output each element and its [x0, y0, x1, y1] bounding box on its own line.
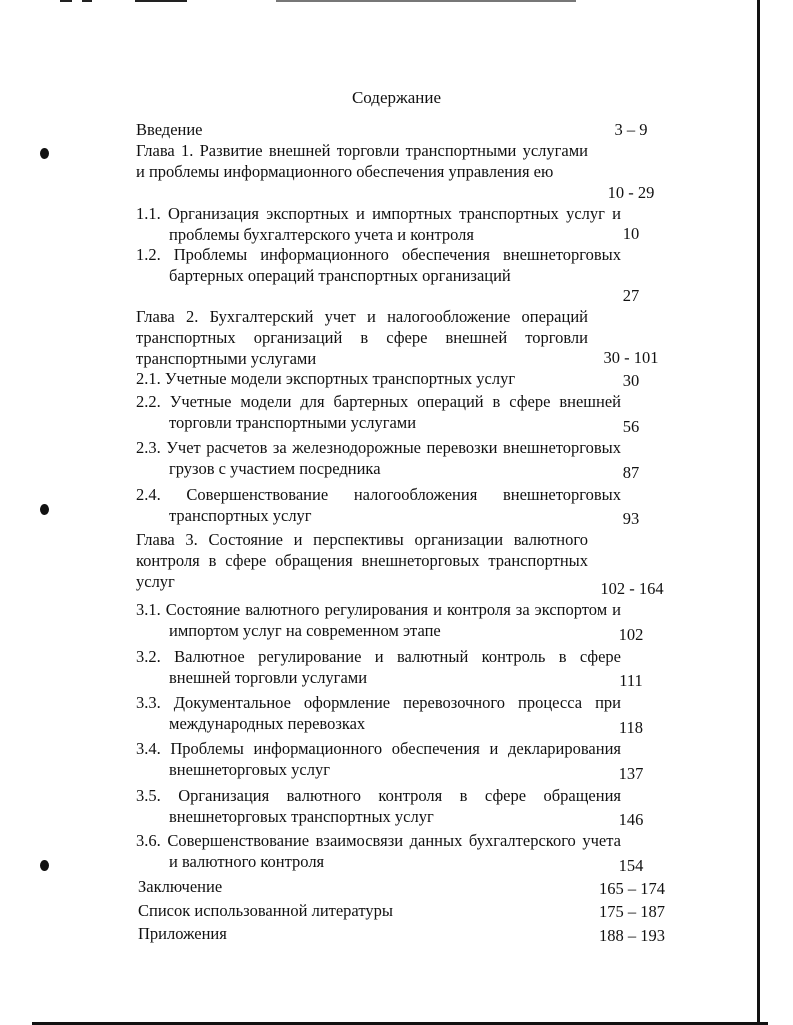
scan-artifact-top: [60, 0, 580, 2]
toc-entry-label: 2.4. Совершенствование налогообложения внешнеторговых транспортных услуг: [136, 485, 621, 525]
toc-entry-pages: 30: [622, 371, 640, 390]
toc-entry-label: 3.3. Документальное оформление перевозочного процесса при международных перевозках: [136, 693, 621, 733]
toc-entry-label: Глава 1. Развитие внешней торговли транспортными услугами и проблемы информационного обеспечения управления ею: [136, 141, 588, 181]
toc-entry-pages: 10: [622, 224, 640, 243]
toc-entry-label: Список использованной литературы: [138, 901, 393, 920]
toc-entry-pages: 27: [622, 286, 640, 305]
toc-entry-pages: 154: [618, 856, 644, 875]
toc-entry-label: 1.1. Организация экспортных и импортных транспортных услуг и проблемы бухгалтерского учета и контроля: [136, 204, 621, 244]
toc-entry-label: Заключение: [138, 877, 223, 896]
toc-entry-pages: 87: [622, 463, 640, 482]
punch-hole-mark: [40, 148, 49, 159]
scan-border-right: [757, 0, 760, 1025]
toc-entry-pages: 165 – 174: [599, 879, 665, 898]
toc-entry-pages: 102 - 164: [600, 579, 664, 598]
punch-hole-mark: [40, 504, 49, 515]
toc-entry-label: 3.4. Проблемы информационного обеспечения и декларирования внешнеторговых услуг: [136, 739, 621, 779]
toc-entry-pages: 175 – 187: [599, 902, 665, 921]
toc-entry-pages: 93: [622, 509, 640, 528]
toc-entry-label: 2.3. Учет расчетов за железнодорожные перевозки внешнеторговых грузов с участием посредника: [136, 438, 621, 478]
toc-entry-pages: 188 – 193: [599, 926, 665, 945]
toc-entry-label: Глава 2. Бухгалтерский учет и налогообложение операций транспортных организаций в сфере внешней торговли транспортными услугами: [136, 307, 588, 368]
toc-entry-pages: 102: [618, 625, 644, 644]
toc-entry-label: 3.1. Состояние валютного регулирования и контроля за экспортом и импортом услуг на современном этапе: [136, 600, 621, 640]
page-title: Содержание: [351, 88, 442, 107]
toc-entry-pages: 10 - 29: [607, 183, 655, 202]
toc-entry-pages: 137: [618, 764, 644, 783]
toc-entry-pages: 118: [618, 718, 644, 737]
toc-entry-label: Глава 3. Состояние и перспективы организации валютного контроля в сфере обращения внешнеторговых транспортных услуг: [136, 530, 588, 591]
toc-entry-label: Введение: [136, 120, 203, 139]
toc-entry-pages: 111: [619, 671, 643, 690]
toc-entry-label: Приложения: [138, 924, 227, 943]
toc-entry-label: 2.2. Учетные модели для бартерных операций в сфере внешней торговли транспортными услугами: [136, 392, 621, 432]
toc-entry-label: 3.6. Совершенствование взаимосвязи данных бухгалтерского учета и валютного контроля: [136, 831, 621, 871]
toc-entry-pages: 146: [618, 810, 644, 829]
toc-entry-pages: 3 – 9: [614, 120, 648, 139]
punch-hole-mark: [40, 860, 49, 871]
toc-entry-label: 2.1. Учетные модели экспортных транспортных услуг: [136, 369, 516, 388]
toc-entry-label: 1.2. Проблемы информационного обеспечения внешнеторговых бартерных операций транспортных организаций: [136, 245, 621, 285]
toc-entry-label: 3.5. Организация валютного контроля в сфере обращения внешнеторговых транспортных услуг: [136, 786, 621, 826]
toc-entry-pages: 30 - 101: [603, 348, 659, 367]
toc-entry-label: 3.2. Валютное регулирование и валютный контроль в сфере внешней торговли услугами: [136, 647, 621, 687]
toc-entry-pages: 56: [622, 417, 640, 436]
